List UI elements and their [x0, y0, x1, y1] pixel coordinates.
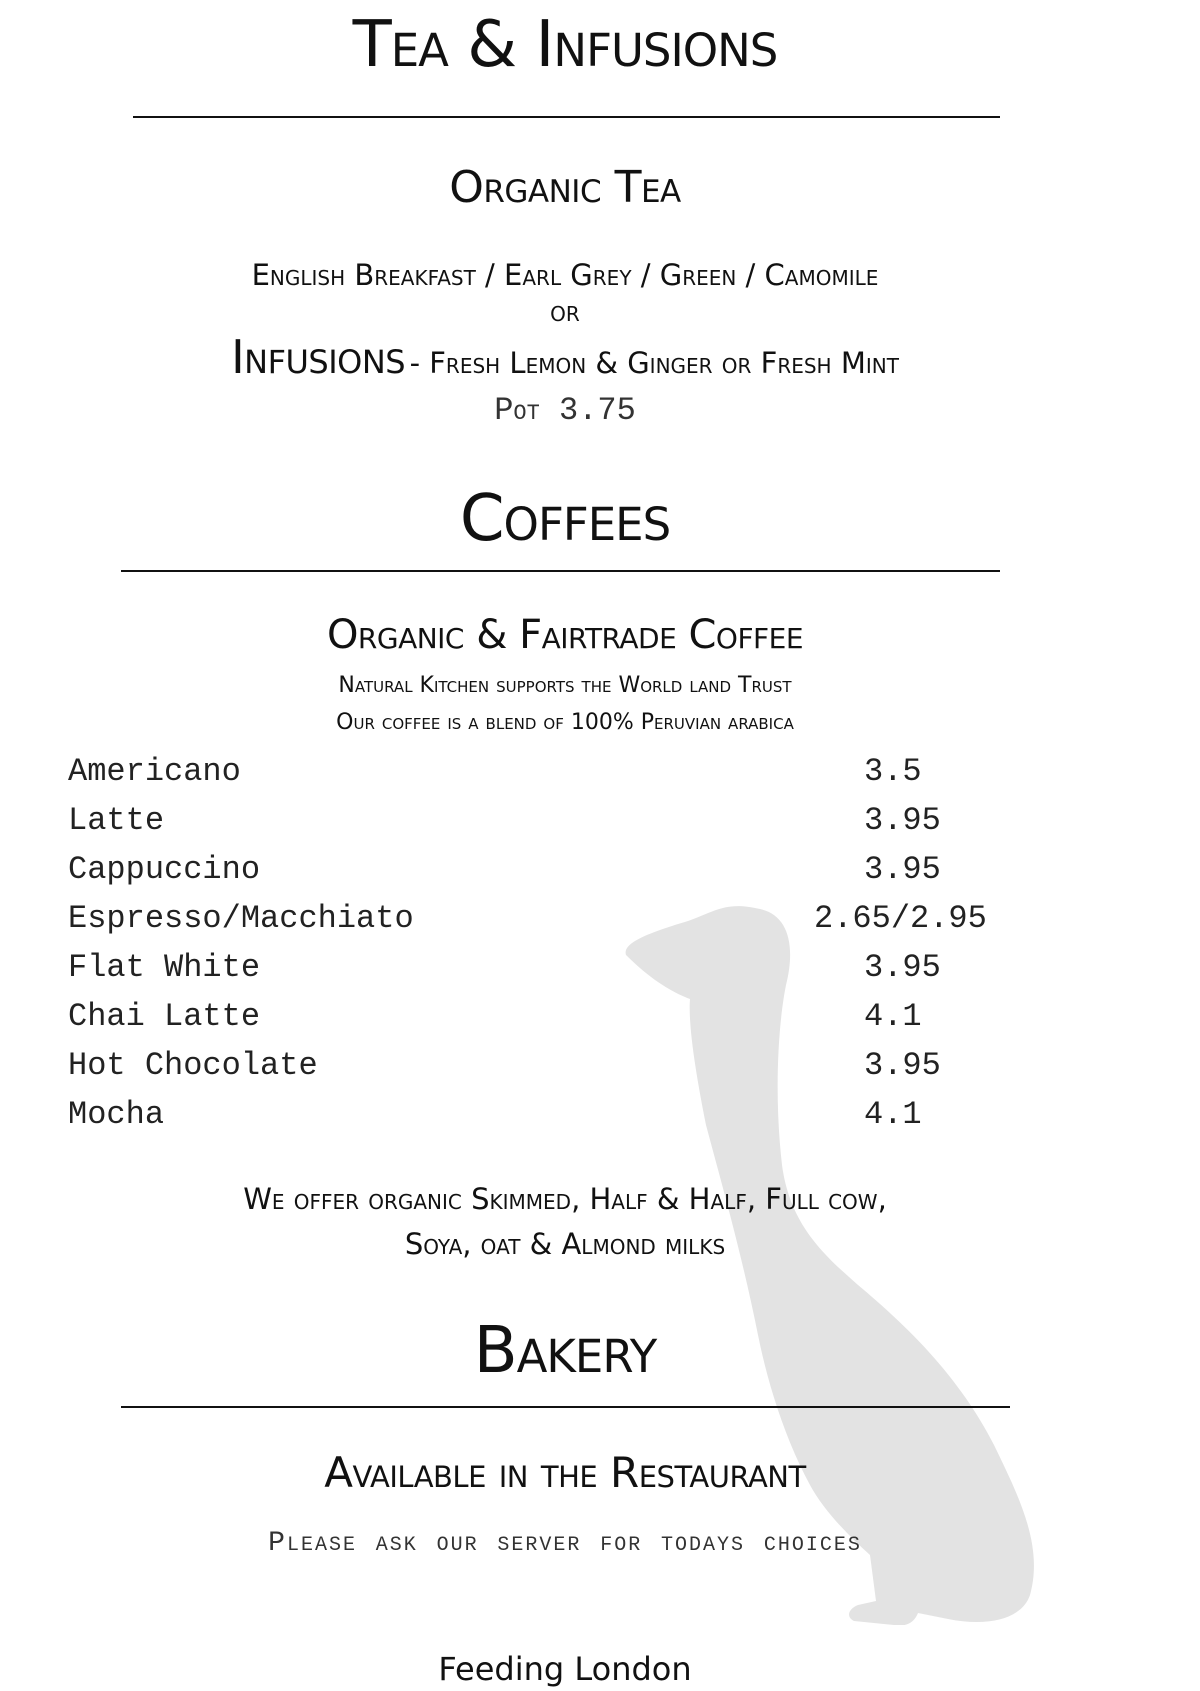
coffee-note-blend: Our coffee is a blend of 100% Peruvian arabica [336, 710, 794, 735]
bakery-subheading: Available in the Restaurant [324, 1448, 806, 1497]
menu-item [68, 949, 1008, 997]
menu-item-name: Chai Latte [68, 998, 261, 1035]
tea-price: Pot 3.75 [494, 392, 636, 429]
tea-heading: Tea & Infusions [352, 8, 778, 82]
bakery-note: Please ask our server for todays choices [268, 1528, 862, 1559]
milk-options-line-2: Soya, oat & Almond milks [404, 1227, 726, 1261]
coffees-divider [121, 570, 1000, 572]
menu-item-price: 2.65/2.95 [814, 900, 987, 937]
tea-varieties: English Breakfast / Earl Grey / Green / Camomile [251, 258, 879, 292]
menu-item-price: 3.5 [864, 753, 922, 790]
menu-item [68, 900, 1008, 948]
bakery-divider [121, 1406, 1010, 1408]
menu-item [68, 851, 1008, 899]
menu-item-name: Flat White [68, 949, 261, 986]
bakery-heading: Bakery [473, 1314, 657, 1388]
menu-item-name: Mocha [68, 1096, 165, 1133]
menu-item [68, 1047, 1008, 1095]
menu-item-price: 3.95 [864, 802, 941, 839]
tea-or: or [550, 294, 580, 328]
infusions-title: Infusions [231, 330, 406, 384]
organic-tea-subheading: Organic Tea [449, 162, 681, 213]
infusions-line [0, 330, 1130, 384]
menu-item-name: Espresso/Macchiato [68, 900, 414, 937]
infusions-detail: - Fresh Lemon & Ginger or Fresh Mint [409, 346, 899, 380]
coffee-subheading: Organic & Fairtrade Coffee [326, 612, 804, 658]
coffees-heading: Coffees [459, 482, 671, 556]
menu-item-price: 3.95 [864, 1047, 941, 1084]
menu-item-name: Americano [68, 753, 241, 790]
menu-item-price: 4.1 [864, 1096, 922, 1133]
footer-tagline: Feeding London [438, 1650, 692, 1688]
menu-item-name: Latte [68, 802, 165, 839]
menu-item [68, 998, 1008, 1046]
menu-item-name: Cappuccino [68, 851, 261, 888]
menu-item [68, 802, 1008, 850]
tea-divider [133, 116, 1000, 118]
menu-item-name: Hot Chocolate [68, 1047, 318, 1084]
menu-item-price: 3.95 [864, 949, 941, 986]
milk-options-line-1: We offer organic Skimmed, Half & Half, Full cow, [243, 1182, 887, 1216]
menu-item [68, 1096, 1008, 1144]
menu-item-price: 3.95 [864, 851, 941, 888]
menu-item [68, 753, 1008, 801]
coffee-note-trust: Natural Kitchen supports the World land Trust [338, 673, 792, 698]
menu-item-price: 4.1 [864, 998, 922, 1035]
